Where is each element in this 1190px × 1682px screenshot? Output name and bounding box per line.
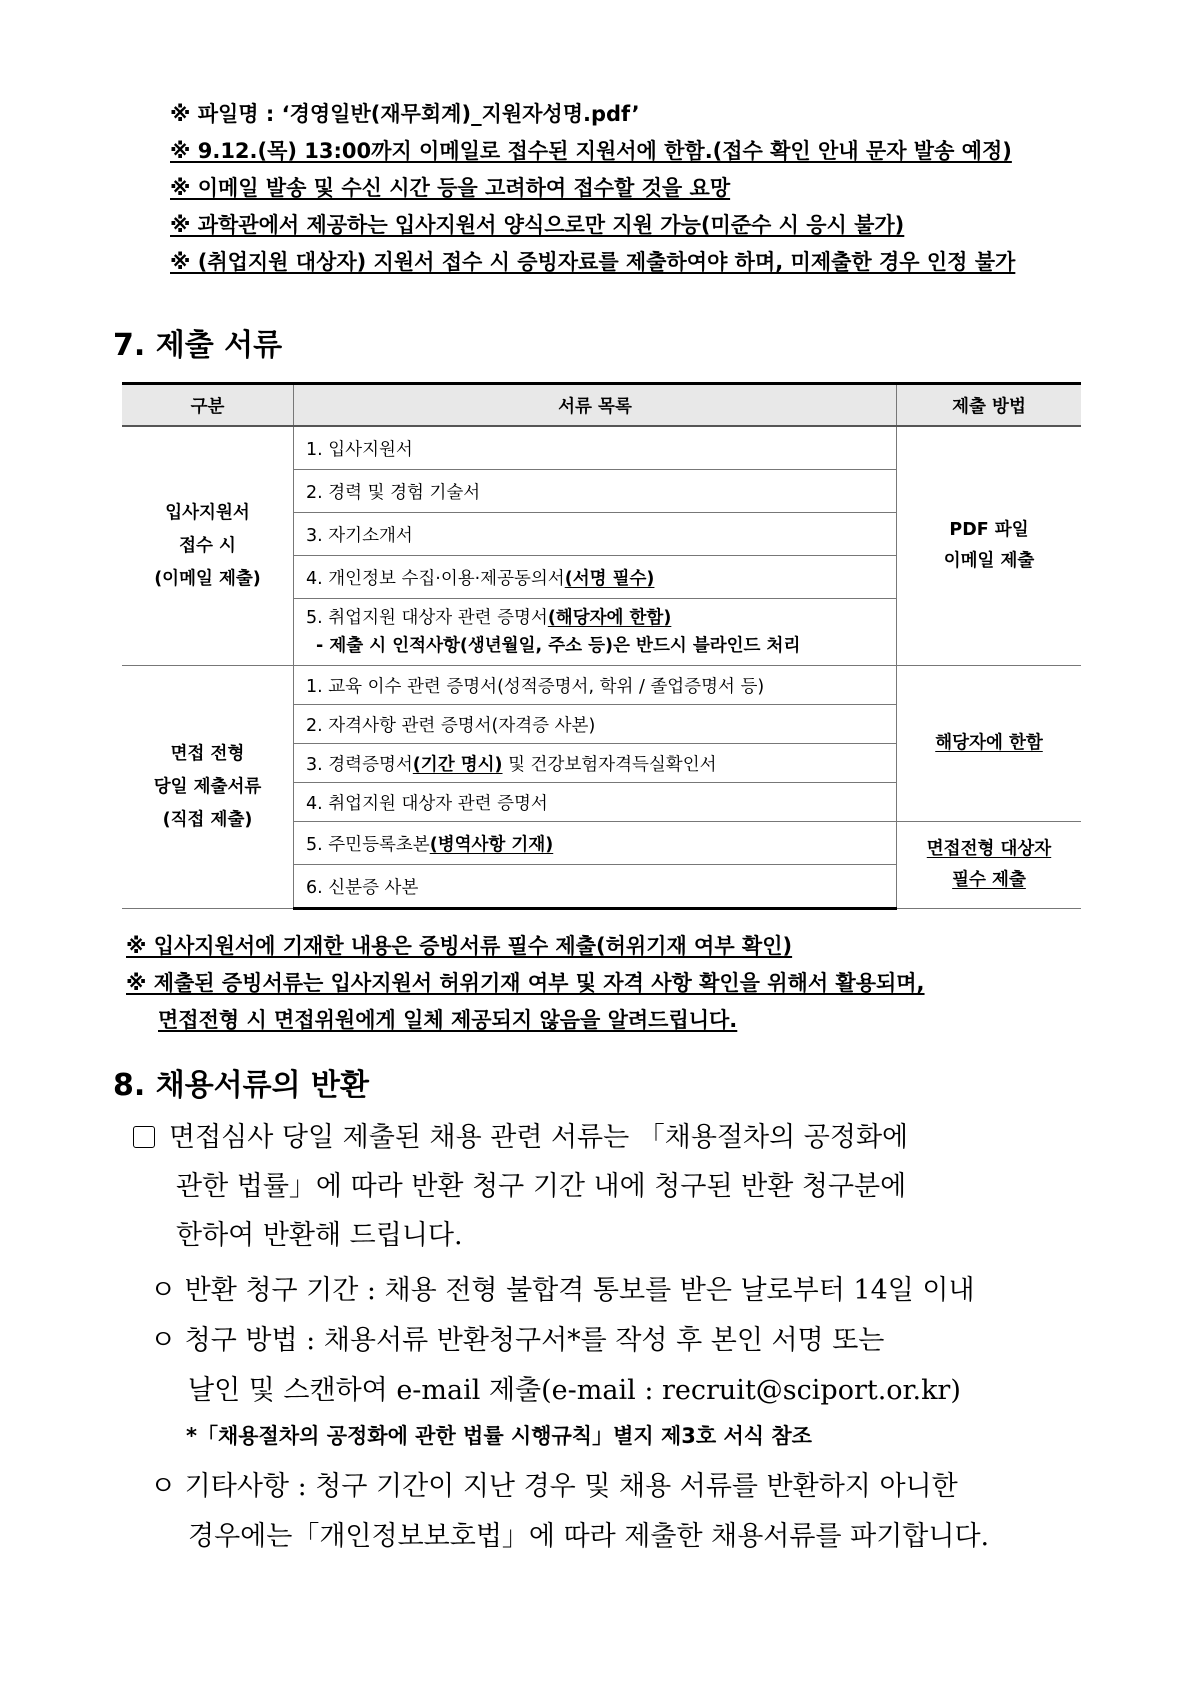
group2-method-b-line: 필수 제출 xyxy=(952,870,1026,890)
group2-method-b xyxy=(897,822,1082,909)
section8-para-text: 면접심사 당일 제출된 채용 관련 서류는 「채용절차의 공정화에 xyxy=(169,1122,909,1153)
group1-category-line: 접수 시 xyxy=(179,535,236,556)
doc-item-emphasis: (병역사항 기재) xyxy=(429,834,554,855)
doc-item xyxy=(294,470,897,513)
group2-category-line: 면접 전형 xyxy=(170,743,245,764)
doc-item-text: 3. 자기소개서 xyxy=(306,525,413,546)
doc-item-text: 5. 주민등록초본 xyxy=(306,834,430,855)
doc-item xyxy=(294,705,897,744)
header-doc-list: 서류 목록 xyxy=(294,384,897,427)
doc-item-text: 5. 취업지원 대상자 관련 증명서 xyxy=(306,608,548,628)
doc-item-text: 2. 자격사항 관련 증명서(자격증 사본) xyxy=(306,715,596,736)
doc-item-text: 1. 교육 이수 관련 증명서(성적증명서, 학위 / 졸업증명서 등) xyxy=(306,676,765,697)
note-employment-support: ※ (취업지원 대상자) 지원서 접수 시 증빙자료를 제출하여야 하며, 미제출한 경우 인정 불가 xyxy=(170,250,1016,274)
table-row xyxy=(122,666,1081,705)
table-row xyxy=(122,426,1081,470)
doc-item-text: 3. 경력증명서 xyxy=(306,754,413,775)
doc-item xyxy=(294,822,897,865)
note-evidence-usage-cont: 면접전형 시 면접위원에게 일체 제공되지 않음을 알려드립니다. xyxy=(158,1008,738,1032)
doc-item-text: 6. 신분증 사본 xyxy=(306,877,419,898)
header-method: 제출 방법 xyxy=(897,384,1082,427)
header-category: 구분 xyxy=(122,384,294,427)
doc-item-text: 및 건강보험자격득실확인서 xyxy=(502,754,717,775)
group1-category-line: 입사지원서 xyxy=(165,502,250,523)
note-filename: ※ 파일명 : ‘경영일반(재무회계)_지원자성명.pdf’ xyxy=(170,102,640,126)
section8-para-line: 한하여 반환해 드립니다. xyxy=(176,1220,463,1251)
note-evidence-usage: ※ 제출된 증빙서류는 입사지원서 허위기재 여부 및 자격 사항 확인을 위해서 활용되며, xyxy=(126,971,925,995)
section7-title: 7. 제출 서류 xyxy=(113,328,283,363)
documents-table xyxy=(122,382,1081,910)
doc-item-text: 1. 입사지원서 xyxy=(306,439,413,460)
group2-method-a-line: 해당자에 한함 xyxy=(935,733,1043,753)
doc-item xyxy=(294,513,897,556)
checkbox-square-icon xyxy=(133,1126,155,1148)
note-evidence-required: ※ 입사지원서에 기재한 내용은 증빙서류 필수 제출(허위기재 여부 확인) xyxy=(126,934,793,958)
group2-category xyxy=(122,666,294,909)
section8-para-line xyxy=(133,1115,908,1154)
group1-method-line: PDF 파일 xyxy=(949,520,1029,540)
group1-category xyxy=(122,426,294,666)
bullet-return-period: ㅇ 반환 청구 기간 : 채용 전형 불합격 통보를 받은 날로부터 14일 이내 xyxy=(150,1275,975,1306)
note-form-only: ※ 과학관에서 제공하는 입사지원서 양식으로만 지원 가능(미준수 시 응시 불가) xyxy=(170,213,905,237)
top-notes xyxy=(170,96,1130,281)
doc-item xyxy=(294,426,897,470)
bullet-request-method: ㅇ 청구 방법 : 채용서류 반환청구서*를 작성 후 본인 서명 또는 xyxy=(150,1325,885,1356)
bullet-other: ㅇ 기타사항 : 청구 기간이 지난 경우 및 채용 서류를 반환하지 아니한 xyxy=(150,1471,958,1502)
doc-item xyxy=(294,599,897,666)
doc-item-text: 2. 경력 및 경험 기술서 xyxy=(306,482,481,503)
bullet-request-method-cont: 날인 및 스캔하여 e-mail 제출(e-mail : recruit@sciport.or.kr) xyxy=(188,1375,961,1406)
doc-item-emphasis: (기간 명시) xyxy=(412,754,503,775)
doc-item-text: 4. 취업지원 대상자 관련 증명서 xyxy=(306,793,548,814)
doc-item xyxy=(294,666,897,705)
note-email-time: ※ 이메일 발송 및 수신 시간 등을 고려하여 접수할 것을 요망 xyxy=(170,176,731,200)
group2-category-line: (직접 제출) xyxy=(162,809,253,830)
group2-category-line: 당일 제출서류 xyxy=(153,776,262,797)
group2-method-a xyxy=(897,666,1082,822)
doc-item xyxy=(294,744,897,783)
table-header-row xyxy=(122,384,1081,427)
section7-notes xyxy=(126,928,1106,1039)
group1-method xyxy=(897,426,1082,666)
group1-category-line: (이메일 제출) xyxy=(154,568,261,589)
doc-item xyxy=(294,556,897,599)
bullet-other-cont: 경우에는「개인정보보호법」에 따라 제출한 채용서류를 파기합니다. xyxy=(188,1521,990,1552)
note-deadline: ※ 9.12.(목) 13:00까지 이메일로 접수된 지원서에 한함.(접수 확인 안내 문자 발송 예정) xyxy=(170,139,1012,163)
doc-item-emphasis: (해당자에 한함) xyxy=(547,608,672,628)
footnote: *「채용절차의 공정화에 관한 법률 시행규칙」별지 제3호 서식 참조 xyxy=(186,1424,812,1448)
section8-para-line: 관한 법률」에 따라 반환 청구 기간 내에 청구된 반환 청구분에 xyxy=(176,1171,907,1202)
group1-method-line: 이메일 제출 xyxy=(943,551,1035,571)
doc-item xyxy=(294,783,897,822)
doc-item-text: 4. 개인정보 수집·이용·제공동의서 xyxy=(306,568,565,589)
doc-item-subnote: - 제출 시 인적사항(생년월일, 주소 등)은 반드시 블라인드 처리 xyxy=(316,636,801,656)
group2-method-b-line: 면접전형 대상자 xyxy=(926,839,1052,859)
section8-title: 8. 채용서류의 반환 xyxy=(113,1068,370,1103)
doc-item xyxy=(294,865,897,909)
doc-item-emphasis: (서명 필수) xyxy=(564,568,655,589)
